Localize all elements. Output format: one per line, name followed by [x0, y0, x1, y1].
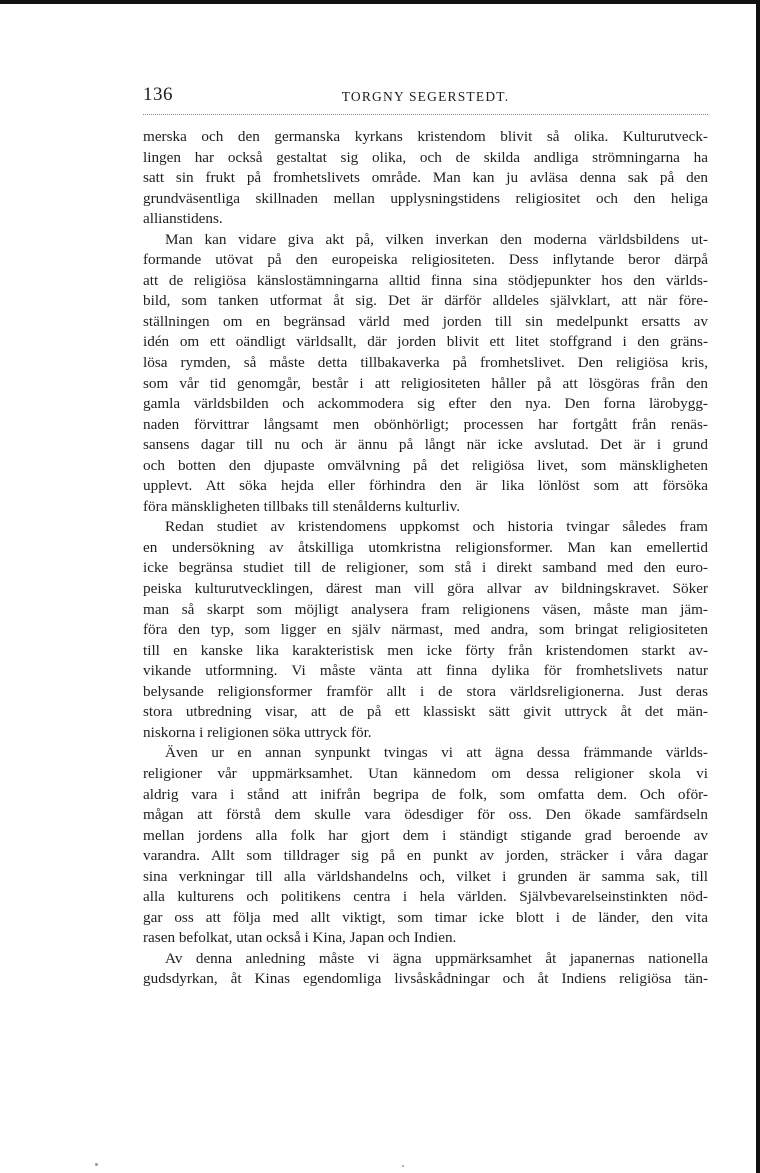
page-right-border: [756, 0, 760, 1173]
text-line: lingen har också gestaltat sig olika, och de skilda andliga strömningarna ha: [143, 148, 708, 166]
page-top-border: [0, 0, 760, 4]
scan-speck: [402, 1165, 404, 1167]
text-line: peiska kulturutvecklingen, därest man vill göra allvar av bildningskravet. Söker: [143, 580, 708, 598]
text-line: varandra. Allt som tilldrager sig på en punkt av jorden, sträcker i våra dagar: [143, 847, 708, 865]
paragraph: [143, 949, 708, 990]
text-line: naden förvittrar långsamt men obönhörligt; processen har fortgått från renäs-: [143, 415, 708, 433]
text-line: gudsdyrkan, åt Kinas egendomliga livsåskådningar och åt Indiens religiösa tän-: [143, 970, 708, 988]
text-line: Man kan vidare giva akt på, vilken inverkan den moderna världsbildens ut-: [165, 230, 708, 248]
text-line: stora utbredning visar, att de på ett klassiskt sätt givit uttryck åt det män-: [143, 703, 708, 721]
text-line: upplevt. Att söka hejda eller förhindra den är lika lönlöst som att försöka: [143, 477, 708, 495]
text-line: att de religiösa känslostämningarna alltid finna sina stödjepunkter hos den världs-: [143, 271, 708, 289]
text-line: och botten den djupaste omvälvning på det religiösa livet, som mänskligheten: [143, 456, 708, 474]
paragraph: [143, 230, 708, 518]
text-line: rasen befolkat, utan också i Kina, Japan och Indien.: [143, 929, 457, 947]
text-line: Redan studiet av kristendomens uppkomst och historia tvingar således fram: [165, 518, 708, 536]
body-text: [143, 127, 708, 990]
text-line: satt sin frukt på fromhetslivets område. Man kan ju avläsa denna sak på den: [143, 169, 708, 187]
paragraph: [143, 127, 708, 230]
text-line: belysande religionsformer framför allt i de stora världsreligionerna. Just deras: [143, 682, 708, 700]
text-line: föra den typ, som ligger en själv närmast, med andra, som bringat religiositeten: [143, 621, 708, 639]
text-line: Även ur en annan synpunkt tvingas vi att ägna dessa främmande världs-: [165, 744, 708, 762]
text-line: sansens dagar till nu och är ännu på långt när icke avslutad. Det är i grund: [143, 436, 708, 454]
text-line: gar oss att följa med allt viktigt, som timar icke blott i de länder, den vita: [143, 908, 708, 926]
text-line: ställningen om en begränsad värld med jorden till sin medelpunkt ersatts av: [143, 312, 708, 330]
running-head: TORGNY SEGERSTEDT.: [341, 89, 510, 104]
text-line: aldrig vara i stånd att inifrån begripa de folk, som omfatta dem. Och oför-: [143, 785, 708, 803]
text-line: mågan att förstå dem skulle vara ödesdiger för oss. Den ökade samfärdseln: [143, 806, 708, 824]
text-line: gamla världsbilden och ackommodera sig efter den nya. Den forna lärobygg-: [143, 395, 708, 413]
scan-speck: [95, 1163, 98, 1166]
text-line: idén om ett oändligt världsallt, där jorden blivit ett litet stoffgrand i den gräns-: [143, 333, 708, 351]
text-line: formande utövat på den europeiska religiositeten. Dess inflytande beror därpå: [143, 251, 708, 269]
page-header: [143, 84, 708, 115]
text-line: alla kulturens och politikens centra i hela världen. Självbevarelseinstinkten nöd-: [143, 888, 708, 906]
page-number: 136: [143, 84, 173, 105]
text-line: merska och den germanska kyrkans kristendom blivit så olika. Kulturutveck-: [143, 128, 708, 145]
text-line: allianstidens.: [143, 210, 223, 228]
text-line: religioner vår uppmärksamhet. Utan kännedom om dessa religioner skola vi: [143, 764, 708, 782]
text-line: icke begränsa studiet till de religioner, som stå i direkt samband med den euro-: [143, 559, 708, 577]
text-line: som vår tid genomgår, består i att religiositeten håller på att lösgöras från den: [143, 374, 708, 392]
paragraph: [143, 743, 708, 948]
text-line: lösa rymden, så måste detta tillbakaverka på fromhetslivet. Den religiösa kris,: [143, 354, 708, 372]
text-line: Av denna anledning måste vi ägna uppmärksamhet åt japanernas nationella: [165, 949, 708, 967]
text-line: man så skarpt som möjligt analysera fram religionens väsen, måste man jäm-: [143, 600, 708, 618]
text-line: mellan jordens alla folk har gjort dem i ständigt stigande grad beroende av: [143, 826, 708, 844]
text-line: niskorna i religionen söka uttryck för.: [143, 723, 372, 741]
text-line: en undersökning av åtskilliga utomkristna religionsformer. Man kan emellertid: [143, 538, 708, 556]
text-line: vikande utformning. Vi måste vänta att finna dylika för fromhetslivets natur: [143, 662, 708, 680]
text-line: sina verkningar till alla världshandelns och, vilket i grunden är samma sak, till: [143, 867, 708, 885]
text-line: bild, som tanken utformat åt sig. Det är därför alldeles självklart, att när före-: [143, 292, 708, 310]
text-line: till en kanske lika karakteristisk men icke förty från kristendomen starkt av-: [143, 641, 708, 659]
text-line: grundväsentliga skillnaden mellan upplysningstidens religiositet och den heliga: [143, 189, 708, 207]
text-line: föra mänskligheten tillbaks till stenålderns kulturliv.: [143, 497, 461, 515]
paragraph: [143, 517, 708, 743]
